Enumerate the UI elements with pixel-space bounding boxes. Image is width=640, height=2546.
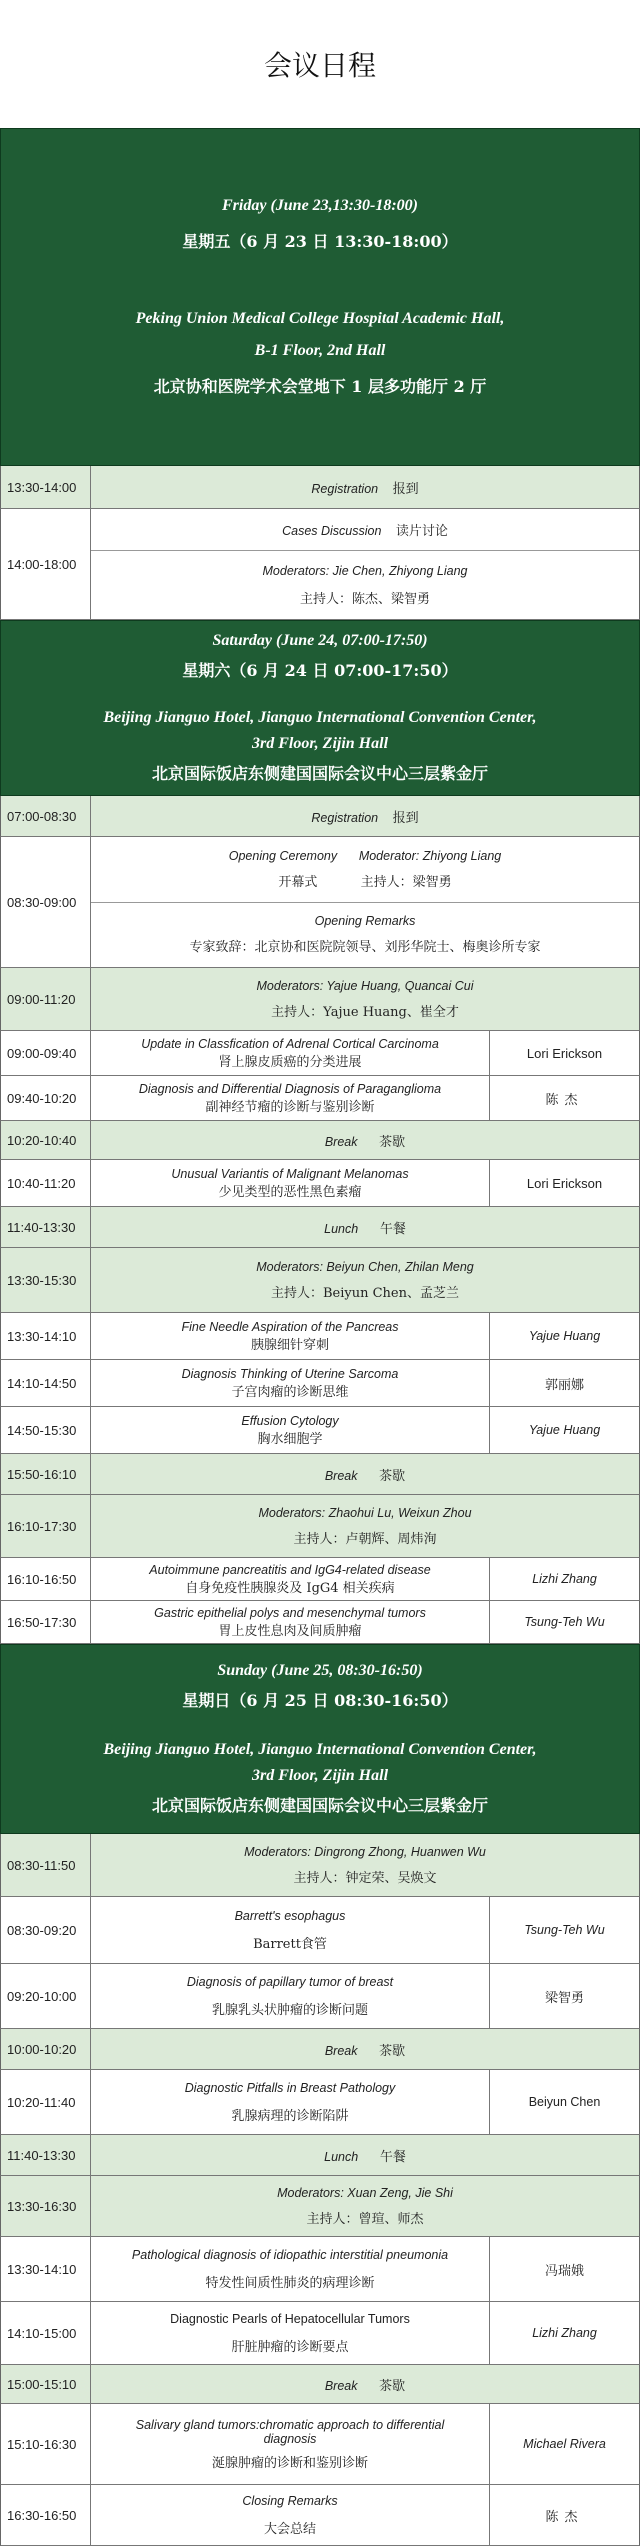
session-title-cn: 自身免疫性胰腺炎及 IgG4 相关疾病 <box>185 1580 395 1596</box>
time-slot: 14:10-14:50 <box>1 1360 91 1406</box>
moderator-cell <box>91 1248 639 1312</box>
time-slot: 10:20-11:40 <box>1 2070 91 2134</box>
venue-cn: 北京协和医院学术会堂地下 1 层多功能厅 2 厅 <box>153 377 487 396</box>
break-cn: 茶歇 <box>379 2378 406 2394</box>
moderators-en: Moderators: Xuan Zeng, Jie Shi <box>277 2185 453 2200</box>
session-cell <box>91 2404 489 2484</box>
session-cell-group <box>91 837 639 967</box>
session-title-en: Registration <box>311 810 379 825</box>
schedule-row <box>0 2485 640 2546</box>
session-title-cn: 胃上皮性息肉及间质肿瘤 <box>218 1623 362 1639</box>
schedule-row <box>0 1558 640 1601</box>
moderators-en: Moderators: Jie Chen, Zhiyong Liang <box>262 563 468 578</box>
time-slot: 13:30-14:10 <box>1 1313 91 1359</box>
schedule-row <box>0 968 640 1031</box>
moderator-cell <box>91 1834 639 1896</box>
session-title-en: Diagnosis of papillary tumor of breast <box>186 1974 394 1989</box>
venue-en-line2: B-1 Floor, 2nd Hall <box>254 342 386 359</box>
break-en: Break <box>324 1134 358 1149</box>
time-slot: 13:30-14:00 <box>1 466 91 508</box>
session-title-cn: 少见类型的恶性黑色素瘤 <box>218 1184 362 1200</box>
day-date-cn: 星期五（6 月 23 日 13:30-18:00） <box>182 232 458 251</box>
time-slot: 15:10-16:30 <box>1 2404 91 2484</box>
session-title-cn: 报到 <box>392 810 419 826</box>
time-slot: 10:20-10:40 <box>1 1121 91 1159</box>
time-slot: 10:40-11:20 <box>1 1160 91 1206</box>
schedule-row <box>0 2302 640 2365</box>
schedule-row <box>0 509 640 620</box>
session-cell <box>91 796 639 836</box>
time-slot: 09:40-10:20 <box>1 1076 91 1120</box>
speaker-cell: Yajue Huang <box>489 1407 639 1453</box>
lunch-cn: 午餐 <box>379 2149 406 2165</box>
session-title-en: Diagnostic Pearls of Hepatocellular Tumors <box>170 2311 410 2326</box>
session-cell <box>91 903 639 968</box>
session-title-cn: 肾上腺皮质癌的分类进展 <box>218 1054 362 1070</box>
break-cell <box>91 2029 639 2069</box>
schedule-row <box>0 2404 640 2485</box>
time-slot: 15:50-16:10 <box>1 1454 91 1494</box>
time-slot: 16:10-17:30 <box>1 1495 91 1557</box>
lunch-cell <box>91 1207 639 1247</box>
schedule-row <box>0 1964 640 2029</box>
session-cell <box>91 2070 489 2134</box>
moderator-cell <box>91 2176 639 2236</box>
venue-cn: 北京国际饭店东侧建国国际会议中心三层紫金厅 <box>151 1796 488 1815</box>
break-en: Break <box>324 2378 358 2393</box>
day-header-friday <box>0 128 640 466</box>
time-slot: 10:00-10:20 <box>1 2029 91 2069</box>
day-date-en: Sunday (June 25, 08:30-16:50) <box>217 1662 423 1679</box>
time-slot: 16:50-17:30 <box>1 1601 91 1643</box>
moderator-cell <box>91 1495 639 1557</box>
session-cell <box>91 2485 489 2545</box>
moderator-cell <box>91 551 639 619</box>
moderator-en: Moderator: Zhiyong Liang <box>358 849 502 864</box>
schedule-row <box>0 1248 640 1313</box>
opening-ceremony-en: Opening Ceremony <box>228 849 338 864</box>
speaker-cell: 郭丽娜 <box>489 1360 639 1406</box>
opening-remarks-cn: 专家致辞：北京协和医院院领导、刘彤华院士、梅奥诊所专家 <box>189 940 541 956</box>
session-title-en: Effusion Cytology <box>241 1413 339 1428</box>
time-slot: 13:30-14:10 <box>1 2237 91 2301</box>
venue-cn: 北京国际饭店东侧建国国际会议中心三层紫金厅 <box>151 764 488 783</box>
day-date-cn: 星期日（6 月 25 日 08:30-16:50） <box>182 1691 458 1710</box>
session-title-en: Closing Remarks <box>242 2493 338 2508</box>
session-cell <box>91 1031 489 1075</box>
schedule-row <box>0 1601 640 1644</box>
session-cell <box>91 2237 489 2301</box>
schedule-row <box>0 466 640 509</box>
time-slot: 09:00-09:40 <box>1 1031 91 1075</box>
speaker-cell: Yajue Huang <box>489 1313 639 1359</box>
time-slot: 14:10-15:00 <box>1 2302 91 2364</box>
schedule-row <box>0 1121 640 1160</box>
moderators-cn: 主持人：Yajue Huang、崔全才 <box>271 1004 459 1020</box>
moderator-cell <box>91 968 639 1030</box>
session-title-cn: 肝脏肿瘤的诊断要点 <box>231 2339 349 2355</box>
session-cell-group <box>91 509 639 619</box>
lunch-en: Lunch <box>324 1221 359 1236</box>
speaker-cell: Michael Rivera <box>489 2404 639 2484</box>
speaker-cell: 冯瑞娥 <box>489 2237 639 2301</box>
session-title-en: Unusual Variantis of Malignant Melanomas <box>171 1166 409 1181</box>
session-cell <box>91 1313 489 1359</box>
venue-en-line1: Peking Union Medical College Hospital Academic Hall, <box>135 310 505 327</box>
session-title-en: Diagnostic Pitfalls in Breast Pathology <box>184 2080 396 2095</box>
moderators-en: Moderators: Yajue Huang, Quancai Cui <box>256 978 474 993</box>
session-title-en: Pathological diagnosis of idiopathic interstitial pneumonia <box>131 2247 449 2262</box>
break-cell <box>91 1121 639 1159</box>
schedule-row <box>0 1313 640 1360</box>
session-cell <box>91 509 639 551</box>
session-cell <box>91 466 639 508</box>
session-cell <box>91 1076 489 1120</box>
schedule-row <box>0 1360 640 1407</box>
session-cell <box>91 2302 489 2364</box>
time-slot: 13:30-16:30 <box>1 2176 91 2236</box>
moderators-en: Moderators: Beiyun Chen, Zhilan Meng <box>256 1259 474 1274</box>
schedule-row <box>0 2070 640 2135</box>
time-slot: 11:40-13:30 <box>1 1207 91 1247</box>
session-cell <box>91 1160 489 1206</box>
session-title-cn: 报到 <box>392 481 419 497</box>
break-cell <box>91 2365 639 2403</box>
session-title-en: Diagnosis Thinking of Uterine Sarcoma <box>181 1366 399 1381</box>
session-title-cn: 胸水细胞学 <box>257 1431 323 1447</box>
day-date-en: Friday (June 23,13:30-18:00) <box>222 197 418 214</box>
time-slot: 11:40-13:30 <box>1 2135 91 2175</box>
venue-en-line2: 3rd Floor, Zijin Hall <box>251 1767 389 1784</box>
moderators-en: Moderators: Zhaohui Lu, Weixun Zhou <box>258 1505 472 1520</box>
session-title-en: Autoimmune pancreatitis and IgG4-related disease <box>149 1562 431 1577</box>
lunch-cn: 午餐 <box>379 1221 406 1237</box>
session-title-cn: 读片讨论 <box>395 524 448 539</box>
session-title-cn: 胰腺细针穿刺 <box>250 1337 329 1353</box>
session-title-cn: 乳腺病理的诊断陷阱 <box>231 2108 349 2124</box>
time-slot: 15:00-15:10 <box>1 2365 91 2403</box>
break-cn: 茶歇 <box>379 1134 406 1150</box>
moderators-cn: 主持人：Beiyun Chen、孟芝兰 <box>270 1285 459 1301</box>
time-slot: 07:00-08:30 <box>1 796 91 836</box>
schedule-row <box>0 1495 640 1558</box>
session-title-cn: Barrett食管 <box>253 1936 327 1952</box>
lunch-en: Lunch <box>324 2149 359 2164</box>
opening-ceremony-cn: 开幕式 <box>278 875 318 891</box>
speaker-cell: 陈杰 <box>489 2485 639 2545</box>
time-slot: 16:30-16:50 <box>1 2485 91 2545</box>
moderators-en: Moderators: Dingrong Zhong, Huanwen Wu <box>244 1844 486 1859</box>
time-slot: 09:00-11:20 <box>1 968 91 1030</box>
venue-en-line1: Beijing Jianguo Hotel, Jianguo International Convention Center, <box>103 1741 537 1758</box>
session-title-cn: 乳腺乳头状肿瘤的诊断问题 <box>211 2002 368 2018</box>
session-title-en: Salivary gland tumors:chromatic approach to differential diagnosis <box>135 2417 445 2446</box>
moderator-cn: 主持人：梁智勇 <box>360 875 452 891</box>
session-title-en: Registration <box>311 481 379 496</box>
break-cn: 茶歇 <box>379 1468 406 1484</box>
time-slot: 13:30-15:30 <box>1 1248 91 1312</box>
time-slot: 14:00-18:00 <box>1 509 91 619</box>
speaker-cell: Lizhi Zhang <box>489 2302 639 2364</box>
speaker-cell: 陈杰 <box>489 1076 639 1120</box>
moderators-cn: 主持人：曾瑄、师杰 <box>306 2211 424 2227</box>
session-cell <box>91 1407 489 1453</box>
venue-en-line2: 3rd Floor, Zijin Hall <box>251 735 389 752</box>
session-title-cn: 子宫肉瘤的诊断思维 <box>231 1384 349 1400</box>
time-slot: 08:30-11:50 <box>1 1834 91 1896</box>
break-en: Break <box>324 2043 358 2058</box>
break-cn: 茶歇 <box>379 2043 406 2059</box>
schedule-row <box>0 1454 640 1495</box>
session-title-cn: 涎腺肿瘤的诊断和鉴别诊断 <box>211 2455 368 2471</box>
time-slot: 16:10-16:50 <box>1 1558 91 1600</box>
session-title-cn: 特发性间质性肺炎的病理诊断 <box>205 2275 375 2291</box>
session-cell <box>91 1601 489 1643</box>
session-title-en: Diagnosis and Differential Diagnosis of Paraganglioma <box>138 1081 442 1096</box>
speaker-cell: Beiyun Chen <box>489 2070 639 2134</box>
moderators-cn: 主持人：钟定荣、吴焕文 <box>293 1870 437 1886</box>
moderators-cn: 主持人：陈杰、梁智勇 <box>299 591 430 607</box>
time-slot: 09:20-10:00 <box>1 1964 91 2028</box>
session-title-en: Cases Discussion <box>282 524 382 538</box>
session-cell <box>91 837 639 903</box>
day-date-cn: 星期六（6 月 24 日 07:00-17:50） <box>182 661 458 680</box>
session-title-en: Barrett's esophagus <box>234 1908 346 1923</box>
speaker-cell: Tsung-Teh Wu <box>489 1601 639 1643</box>
speaker-cell: 梁智勇 <box>489 1964 639 2028</box>
schedule-row <box>0 2135 640 2176</box>
day-date-en: Saturday (June 24, 07:00-17:50) <box>212 632 428 649</box>
session-title-en: Update in Classfication of Adrenal Cortical Carcinoma <box>141 1036 439 1051</box>
session-title-cn: 副神经节瘤的诊断与鉴别诊断 <box>205 1099 375 1115</box>
day-header-saturday <box>0 620 640 796</box>
schedule-row <box>0 1207 640 1248</box>
break-en: Break <box>324 1468 358 1483</box>
session-title-en: Gastric epithelial polys and mesenchymal tumors <box>154 1605 426 1620</box>
session-cell <box>91 1897 489 1963</box>
schedule-row <box>0 1407 640 1454</box>
schedule-row <box>0 2237 640 2302</box>
schedule-row <box>0 1160 640 1207</box>
session-cell <box>91 1558 489 1600</box>
schedule-row <box>0 2176 640 2237</box>
speaker-cell: Tsung-Teh Wu <box>489 1897 639 1963</box>
session-cell <box>91 1964 489 2028</box>
schedule-row <box>0 1834 640 1897</box>
time-slot: 08:30-09:20 <box>1 1897 91 1963</box>
time-slot: 08:30-09:00 <box>1 837 91 967</box>
schedule-row <box>0 2029 640 2070</box>
lunch-cell <box>91 2135 639 2175</box>
speaker-cell: Lori Erickson <box>489 1031 639 1075</box>
schedule-row <box>0 1897 640 1964</box>
schedule-row <box>0 1076 640 1121</box>
session-cell <box>91 1360 489 1406</box>
time-slot: 14:50-15:30 <box>1 1407 91 1453</box>
speaker-cell: Lori Erickson <box>489 1160 639 1206</box>
schedule-row <box>0 837 640 968</box>
schedule-row <box>0 796 640 837</box>
page-title: 会议日程 <box>263 49 376 82</box>
opening-remarks-en: Opening Remarks <box>314 914 416 929</box>
moderators-cn: 主持人：卢朝辉、周炜洵 <box>293 1531 437 1547</box>
day-header-sunday <box>0 1644 640 1834</box>
speaker-cell: Lizhi Zhang <box>489 1558 639 1600</box>
venue-en-line1: Beijing Jianguo Hotel, Jianguo International Convention Center, <box>103 709 537 726</box>
session-title-cn: 大会总结 <box>263 2521 316 2537</box>
schedule-row <box>0 2365 640 2404</box>
break-cell <box>91 1454 639 1494</box>
session-title-en: Fine Needle Aspiration of the Pancreas <box>181 1319 399 1334</box>
schedule-row <box>0 1031 640 1076</box>
